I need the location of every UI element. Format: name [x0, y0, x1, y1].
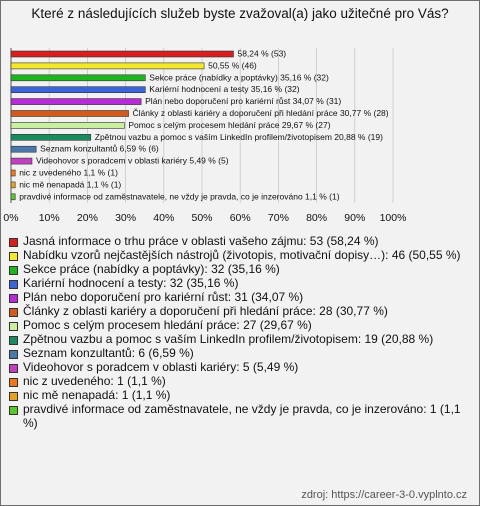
legend-item: [9, 346, 474, 360]
bar-label: nic mě nenapadá 1,1 % (1): [19, 179, 122, 190]
legend-swatch: [9, 280, 18, 289]
legend-label: pravdivé informace od zaměstnavatele, ne vždy je pravda, co je inzerováno: 1 (1,1 %): [23, 402, 461, 430]
bar-label: pravdivé informace od zaměstnavatele, ne vždy je pravda, co je inzerováno 1,1 % (1): [19, 191, 340, 202]
x-tick-label: 90%: [344, 212, 366, 224]
bar: [11, 87, 145, 93]
legend-item: [9, 304, 474, 318]
bar-label: Plán nebo doporučení pro kariérní růst 34,07 % (31): [145, 96, 342, 107]
bar: [11, 51, 233, 57]
bar-label: Seznam konzultantů 6,59 % (6): [40, 143, 159, 154]
legend-swatch: [9, 294, 18, 303]
legend-label: Videohovor s poradcem v oblasti kariéry: 5 (5,49 %): [23, 360, 299, 374]
x-tick-label: 70%: [267, 212, 289, 224]
bar: [11, 146, 36, 152]
bar: [11, 111, 129, 117]
legend-label: Seznam konzultantů: 6 (6,59 %): [23, 346, 194, 360]
x-tick-label: 50%: [191, 212, 213, 224]
bar-label: Zpětnou vazbu a pomoc s vaším LinkedIn profilem/životopisem 20,88 % (19): [94, 131, 383, 142]
legend-item: [9, 388, 474, 402]
legend-label: Zpětnou vazbu a pomoc s vaším LinkedIn profilem/životopisem: 19 (20,88 %): [23, 332, 434, 346]
legend-swatch: [9, 238, 18, 247]
legend-label: nic mě nenapadá: 1 (1,1 %): [23, 388, 171, 402]
legend-swatch: [9, 392, 18, 401]
legend-item: [9, 262, 474, 276]
legend-label: Kariérní hodnocení a testy: 32 (35,16 %): [23, 276, 239, 290]
bar-label: Videohovor s poradcem v oblasti kariéry 5,49 % (5): [35, 155, 229, 166]
x-tick-label: 0%: [3, 212, 19, 224]
plot-area: [1, 46, 479, 231]
legend-swatch: [9, 308, 18, 317]
legend-item: [9, 402, 474, 430]
legend-swatch: [9, 406, 18, 415]
x-tick-label: 20%: [76, 212, 98, 224]
bar: [11, 170, 15, 176]
legend-swatch: [9, 378, 18, 387]
bar-label: 58,24 % (53): [237, 48, 287, 59]
x-tick-label: 30%: [115, 212, 137, 224]
x-tick-label: 10%: [38, 212, 60, 224]
bar: [11, 99, 141, 105]
bar-label: Kariérní hodnocení a testy 35,16 % (32): [149, 84, 300, 95]
bar: [11, 194, 15, 200]
x-tick-label: 100%: [379, 212, 407, 224]
legend-label: Pomoc s celým procesem hledání práce: 27 (29,67 %): [23, 318, 312, 332]
legend-item: [9, 318, 474, 332]
legend-label: Plán nebo doporučení pro kariérní růst: 31 (34,07 %): [23, 290, 304, 304]
legend-label: Nabídku vzorů nejčastějších nástrojů (životopis, motivační dopisy…): 46 (50,55 %): [23, 248, 461, 262]
legend-item: [9, 374, 474, 388]
bar: [11, 158, 32, 164]
bar: [11, 182, 15, 188]
bar-label: 50,55 % (46): [208, 60, 257, 71]
bar-label: Pomoc s celým procesem hledání práce 29,67 % (27): [128, 119, 331, 130]
x-tick-label: 80%: [306, 212, 328, 224]
legend-item: [9, 276, 474, 290]
source-note: zdroj: https://career-3-0.vyplnto.cz: [301, 489, 467, 501]
bar-label: Články z oblasti kariéry a doporučení při hledání práce 30,77 % (28): [132, 108, 389, 118]
legend-item: [9, 234, 474, 248]
bar: [11, 122, 124, 128]
legend: [9, 234, 474, 430]
legend-item: [9, 248, 474, 262]
chart-title: Které z následujících služeb byste zvažoval(a) jako užitečné pro Vás?: [31, 6, 449, 21]
x-tick-labels: [3, 212, 406, 224]
legend-swatch: [9, 336, 18, 345]
legend-swatch: [9, 252, 18, 261]
legend-label: Sekce práce (nabídky a poptávky): 32 (35,16 %): [23, 262, 280, 276]
legend-swatch: [9, 266, 18, 275]
legend-swatch: [9, 364, 18, 373]
legend-label: Jasná informace o trhu práce v oblasti vašeho zájmu: 53 (58,24 %): [23, 234, 379, 248]
x-tick-label: 60%: [229, 212, 251, 224]
bar: [11, 75, 145, 81]
bar: [11, 63, 204, 69]
legend-label: Články z oblasti kariéry a doporučení při hledání práce: 28 (30,77 %): [23, 304, 388, 318]
legend-item: [9, 290, 474, 304]
legend-item: [9, 360, 474, 374]
legend-item: [9, 332, 474, 346]
legend-label: nic z uvedeného: 1 (1,1 %): [23, 374, 166, 388]
legend-swatch: [9, 350, 18, 359]
bar-label: Sekce práce (nabídky a poptávky) 35,16 % (32): [149, 72, 329, 83]
bar: [11, 134, 91, 140]
bar-label: nic z uvedeného 1,1 % (1): [19, 167, 118, 178]
legend-swatch: [9, 322, 18, 331]
x-tick-label: 40%: [153, 212, 175, 224]
